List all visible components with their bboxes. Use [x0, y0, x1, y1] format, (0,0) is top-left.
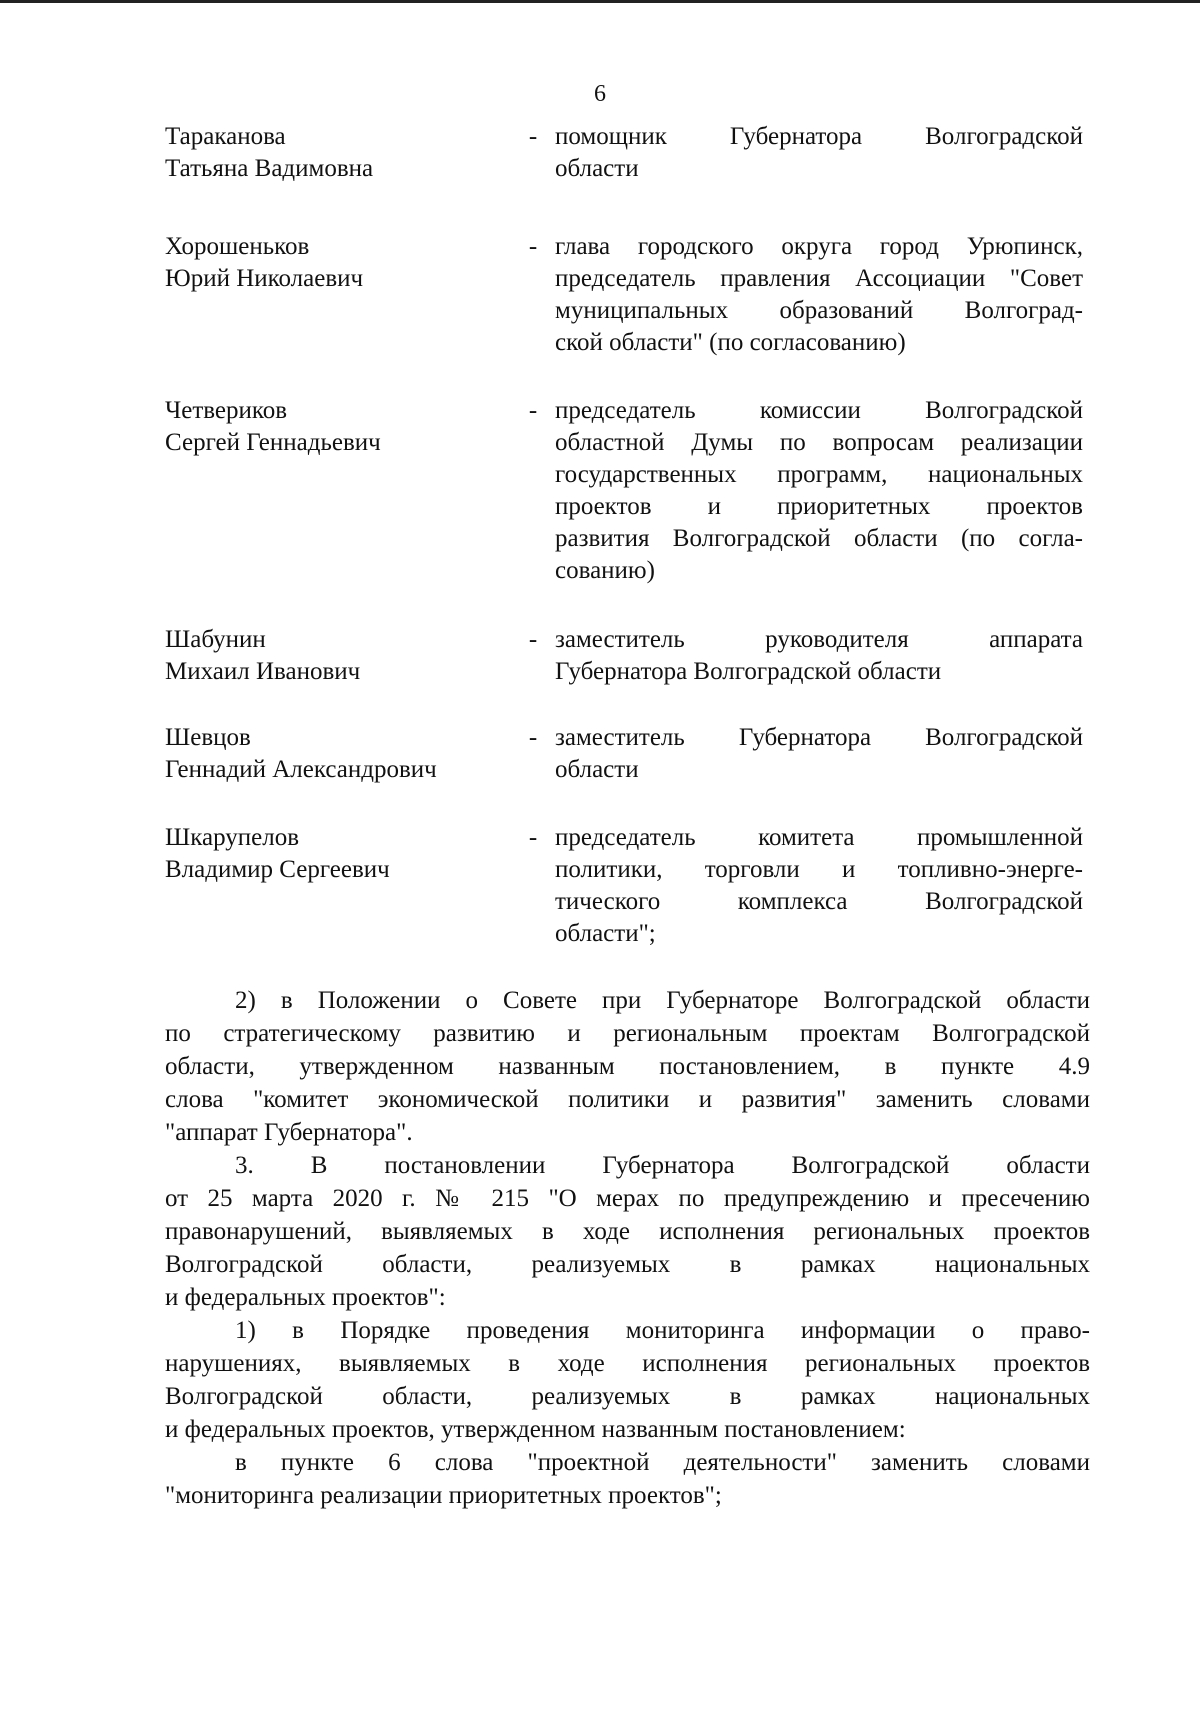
entry-dash: - [528, 724, 538, 751]
member-given-names: Владимир Сергеевич [165, 856, 390, 883]
position-line: политики, торговли и топливно-энерге- [555, 856, 1083, 883]
position-line: государственных программ, национальных [555, 461, 1083, 488]
entry-dash: - [528, 626, 538, 653]
paragraph-line: и федеральных проектов": [165, 1284, 446, 1311]
member-position [555, 231, 1083, 359]
paragraph-line: в пункте 6 слова "проектной деятельности" заменить словами [235, 1449, 1090, 1476]
position-line: сованию) [555, 557, 655, 584]
position-line: проектов и приоритетных проектов [555, 493, 1083, 520]
member-surname: Шкарупелов [165, 824, 300, 851]
position-line: помощник Губернатора Волгоградской [555, 123, 1083, 150]
paragraph-line: "мониторинга реализации приоритетных проектов"; [165, 1482, 722, 1509]
amendment-paragraph [165, 1314, 1090, 1446]
member-name [165, 822, 505, 886]
member-name [165, 722, 505, 786]
paragraph-line: и федеральных проектов, утвержденном названным постановлением: [165, 1416, 906, 1443]
position-line: муниципальных образований Волгоград- [555, 297, 1083, 324]
paragraph-line: от 25 марта 2020 г. № 215 "О мерах по предупреждению и пресечению [165, 1185, 1090, 1212]
position-line: ской области" (по согласованию) [555, 329, 906, 356]
member-given-names: Татьяна Вадимовна [165, 155, 374, 182]
paragraph-line: по стратегическому развитию и региональным проектам Волгоградской [165, 1020, 1090, 1047]
paragraph-line: нарушениях, выявляемых в ходе исполнения региональных проектов [165, 1350, 1090, 1377]
paragraph-line: Волгоградской области, реализуемых в рамках национальных [165, 1383, 1090, 1410]
entry-dash: - [528, 233, 538, 260]
amendment-paragraph [165, 1446, 1090, 1512]
page-number: 6 [594, 81, 606, 107]
paragraph-line: области, утвержденном названным постановлением, в пункте 4.9 [165, 1053, 1090, 1080]
member-surname: Четвериков [165, 397, 288, 424]
member-name [165, 624, 505, 688]
member-position [555, 121, 1083, 185]
scan-top-edge [0, 0, 1200, 3]
paragraph-line: 2) в Положении о Совете при Губернаторе Волгоградской области [235, 987, 1090, 1014]
entry-dash: - [528, 824, 538, 851]
position-line: тического комплекса Волгоградской [555, 888, 1083, 915]
position-line: председатель правления Ассоциации "Совет [555, 265, 1083, 292]
position-line: председатель комиссии Волгоградской [555, 397, 1083, 424]
member-given-names: Сергей Геннадьевич [165, 429, 381, 456]
amendment-paragraph [165, 984, 1090, 1149]
position-line: области"; [555, 920, 656, 947]
position-line: заместитель руководителя аппарата [555, 626, 1083, 653]
member-surname: Шабунин [165, 626, 266, 653]
position-line: области [555, 756, 639, 783]
member-position [555, 822, 1083, 950]
paragraph-line: Волгоградской области, реализуемых в рамках национальных [165, 1251, 1090, 1278]
member-surname: Шевцов [165, 724, 251, 751]
member-name [165, 395, 505, 459]
member-name [165, 121, 505, 185]
position-line: Губернатора Волгоградской области [555, 658, 942, 685]
paragraph-line: 3. В постановлении Губернатора Волгоградской области [235, 1152, 1090, 1179]
position-line: области [555, 155, 639, 182]
member-surname: Хорошеньков [165, 233, 310, 260]
member-position [555, 722, 1083, 786]
member-name [165, 231, 505, 295]
member-surname: Тараканова [165, 123, 286, 150]
paragraph-line: правонарушений, выявляемых в ходе исполнения региональных проектов [165, 1218, 1090, 1245]
paragraph-line: 1) в Порядке проведения мониторинга информации о право- [235, 1317, 1090, 1344]
paragraph-line: "аппарат Губернатора". [165, 1119, 413, 1146]
paragraph-line: слова "комитет экономической политики и развития" заменить словами [165, 1086, 1090, 1113]
position-line: глава городского округа город Урюпинск, [555, 233, 1083, 260]
position-line: председатель комитета промышленной [555, 824, 1083, 851]
position-line: заместитель Губернатора Волгоградской [555, 724, 1083, 751]
entry-dash: - [528, 397, 538, 424]
entry-dash: - [528, 123, 538, 150]
member-given-names: Геннадий Александрович [165, 756, 437, 783]
member-given-names: Михаил Иванович [165, 658, 361, 685]
member-given-names: Юрий Николаевич [165, 265, 364, 292]
member-position [555, 624, 1083, 688]
position-line: развития Волгоградской области (по согла- [555, 525, 1083, 552]
member-position [555, 395, 1083, 587]
amendment-paragraph [165, 1149, 1090, 1314]
position-line: областной Думы по вопросам реализации [555, 429, 1083, 456]
